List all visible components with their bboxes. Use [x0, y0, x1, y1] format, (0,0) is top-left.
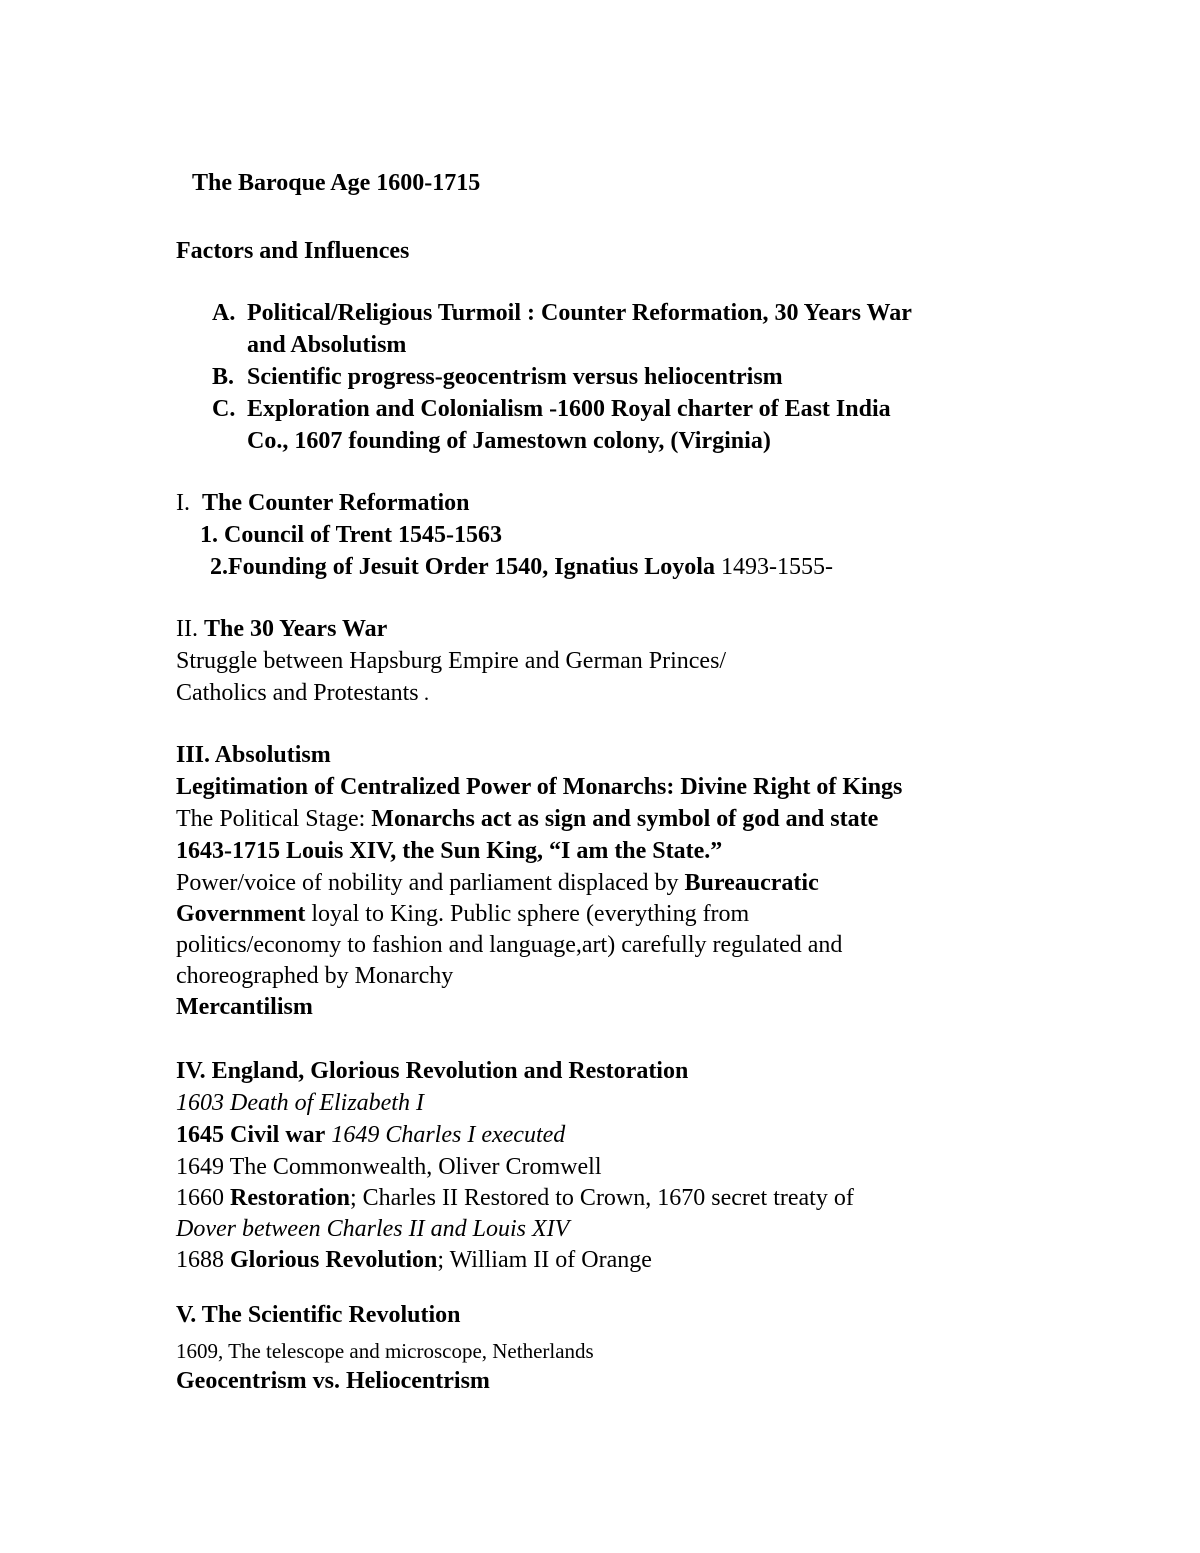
factor-a-marker: A.	[212, 300, 236, 326]
section-2-numeral: II.	[176, 616, 198, 642]
page-title: The Baroque Age 1600-1715	[192, 170, 481, 196]
political-stage-label: The Political Stage:	[176, 806, 372, 832]
factor-b-line1: Scientific progress-geocentrism versus heliocentrism	[247, 364, 783, 390]
political-stage-text: Monarchs act as sign and symbol of god and state	[371, 806, 879, 832]
section-2-line-1: Struggle between Hapsburg Empire and German Princes/	[176, 648, 727, 674]
section-1-item-2	[210, 552, 833, 583]
factor-c-line2: Co., 1607 founding of Jamestown colony, (Virginia)	[247, 428, 771, 454]
section-5-heading: V. The Scientific Revolution	[176, 1302, 461, 1328]
section-1-numeral: I.	[176, 490, 190, 516]
section-2-line-2	[176, 678, 429, 709]
section-3-choreographed: choreographed by Monarchy	[176, 963, 454, 989]
section-3-government	[176, 899, 749, 930]
glorious-text: ; William II of Orange	[437, 1247, 652, 1273]
section-3-heading: III. Absolutism	[176, 742, 331, 768]
section-2-title: The 30 Years War	[203, 616, 388, 642]
section-4-dover: Dover between Charles II and Louis XIV	[176, 1216, 570, 1242]
section-4-heading: IV. England, Glorious Revolution and Restoration	[176, 1058, 689, 1084]
section-4-1688	[176, 1245, 652, 1276]
section-1-item-2-rest: 1493-1555-	[714, 554, 833, 580]
charles-executed: 1649 Charles I executed	[325, 1122, 566, 1148]
section-3-power	[176, 868, 819, 899]
factors-heading: Factors and Influences	[176, 238, 410, 264]
section-3-mercantilism: Mercantilism	[176, 994, 313, 1020]
factor-b-marker: B.	[212, 364, 235, 390]
section-5-1609: 1609, The telescope and microscope, Netherlands	[176, 1339, 594, 1363]
power-text: Power/voice of nobility and parliament displaced by	[176, 870, 685, 896]
section-3-legitimation: Legitimation of Centralized Power of Monarchs: Divine Right of Kings	[176, 774, 903, 800]
glorious-year: 1688	[176, 1247, 230, 1273]
restoration-label: Restoration	[230, 1185, 350, 1211]
section-1-item-2-bold: 2.Founding of Jesuit Order 1540, Ignatius Loyola	[210, 554, 715, 580]
factor-c-marker: C.	[212, 396, 236, 422]
section-3-politics: politics/economy to fashion and language,art) carefully regulated and	[176, 932, 843, 958]
section-4-1603: 1603 Death of Elizabeth I	[176, 1090, 424, 1116]
power-bureaucratic: Bureaucratic	[684, 870, 819, 896]
section-2-heading	[176, 614, 387, 645]
factor-a-line2: and Absolutism	[247, 332, 407, 358]
factor-c-line1: Exploration and Colonialism -1600 Royal charter of East India	[247, 396, 891, 422]
section-1-item-1: 1. Council of Trent 1545-1563	[200, 522, 503, 548]
section-1-title: The Counter Reformation	[202, 490, 470, 516]
section-5-geocentrism: Geocentrism vs. Heliocentrism	[176, 1368, 490, 1394]
factor-a-line1: Political/Religious Turmoil : Counter Reformation, 30 Years War	[247, 300, 912, 326]
section-3-political-stage	[176, 804, 878, 835]
civil-war-label: 1645 Civil war	[176, 1122, 326, 1148]
section-4-1645	[176, 1120, 565, 1151]
section-3-louis: 1643-1715 Louis XIV, the Sun King, “I am the State.”	[176, 838, 723, 864]
section-1-heading	[176, 488, 470, 519]
glorious-label: Glorious Revolution	[230, 1247, 438, 1273]
section-4-1660	[176, 1183, 854, 1214]
section-4-1649: 1649 The Commonwealth, Oliver Cromwell	[176, 1154, 602, 1180]
restoration-year: 1660	[176, 1185, 230, 1211]
section-2-line-2-tail: .	[418, 681, 430, 705]
restoration-text: ; Charles II Restored to Crown, 1670 secret treaty of	[349, 1185, 854, 1211]
section-2-line-2-text: Catholics and Protestants	[176, 680, 419, 706]
government-bold: Government	[176, 901, 306, 927]
government-text: loyal to King. Public sphere (everything from	[305, 901, 750, 927]
